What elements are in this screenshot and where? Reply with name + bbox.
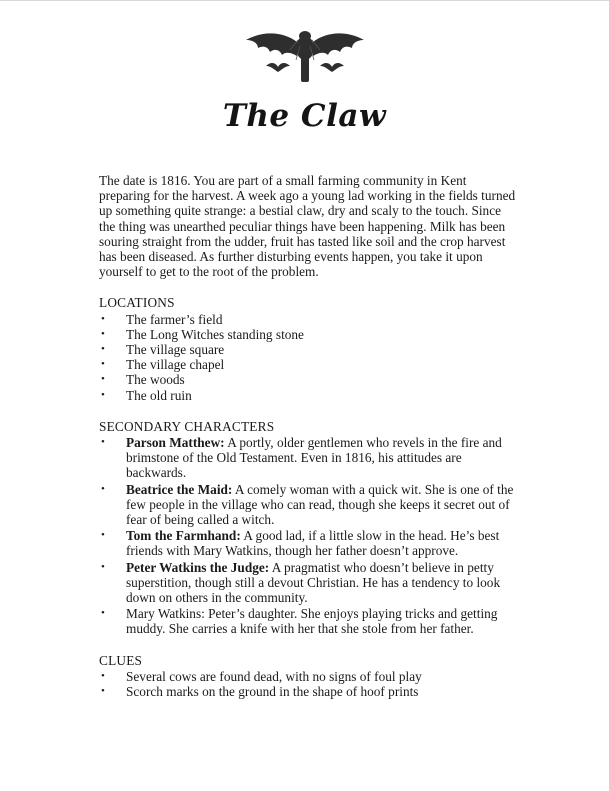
- list-item: • Several cows are found dead, with no signs of foul play: [99, 669, 519, 684]
- clues-list: [99, 669, 519, 699]
- character-item: [99, 482, 519, 528]
- character-description: A comely woman with a quick wit. She is one of the few people in the village who can read, though she keeps it secret out of fear of being called a witch.: [126, 481, 514, 528]
- character-item: [99, 528, 519, 558]
- list-item: • The village chapel: [99, 357, 519, 372]
- character-item: [99, 606, 519, 636]
- locations-list: [99, 312, 519, 403]
- intro-paragraph: The date is 1816. You are part of a small farming community in Kent preparing for the harvest. A week ago a young lad working in the fields turned up something quite strange: a bestial claw, dry and scaly to the touch. Since the thing was unearthed peculiar things have been happening. Milk has been souring straight from the udder, fruit has tasted like soil and the crop harvest has been diseased. As further disturbing events happen, you take it upon yourself to get to the root of the problem.: [99, 173, 516, 280]
- character-item: [99, 435, 519, 481]
- clues-heading: CLUES: [99, 652, 143, 668]
- character-description: A portly, older gentlemen who revels in the fire and brimstone of the Old Testament. Even in 1816, his attitudes are backwards.: [126, 435, 502, 481]
- list-item: • Scorch marks on the ground in the shape of hoof prints: [99, 684, 519, 699]
- character-name: Mary Watkins:: [126, 606, 205, 622]
- characters-heading: SECONDARY CHARACTERS: [99, 418, 275, 434]
- character-name: Peter Watkins the Judge:: [126, 559, 270, 575]
- characters-list: [99, 435, 519, 637]
- character-name: Parson Matthew:: [126, 435, 225, 451]
- character-description: Peter’s daughter. She enjoys playing tricks and getting muddy. She carries a knife with her that she stole from her father.: [126, 606, 498, 637]
- character-description: A pragmatist who doesn’t believe in petty superstition, though still a devout Christian. He has a tendency to look down on others in the community.: [126, 559, 501, 606]
- character-description: A good lad, if a little slow in the head. He’s best friends with Mary Watkins, though her father doesn’t approve.: [126, 528, 500, 559]
- list-item: • The village square: [99, 342, 519, 357]
- gargoyle-bat-ornament-icon: [240, 26, 370, 86]
- document-body: [99, 173, 519, 715]
- locations-heading: LOCATIONS: [99, 295, 175, 311]
- character-name: Beatrice the Maid:: [126, 481, 233, 497]
- character-name: Tom the Farmhand:: [126, 528, 241, 544]
- page-title: The Claw: [222, 98, 387, 134]
- list-item: • The woods: [99, 372, 519, 387]
- list-item: • The old ruin: [99, 388, 519, 403]
- page-top-edge: [0, 0, 609, 1]
- list-item: • The farmer’s field: [99, 312, 519, 327]
- list-item: • The Long Witches standing stone: [99, 327, 519, 342]
- character-item: [99, 560, 519, 606]
